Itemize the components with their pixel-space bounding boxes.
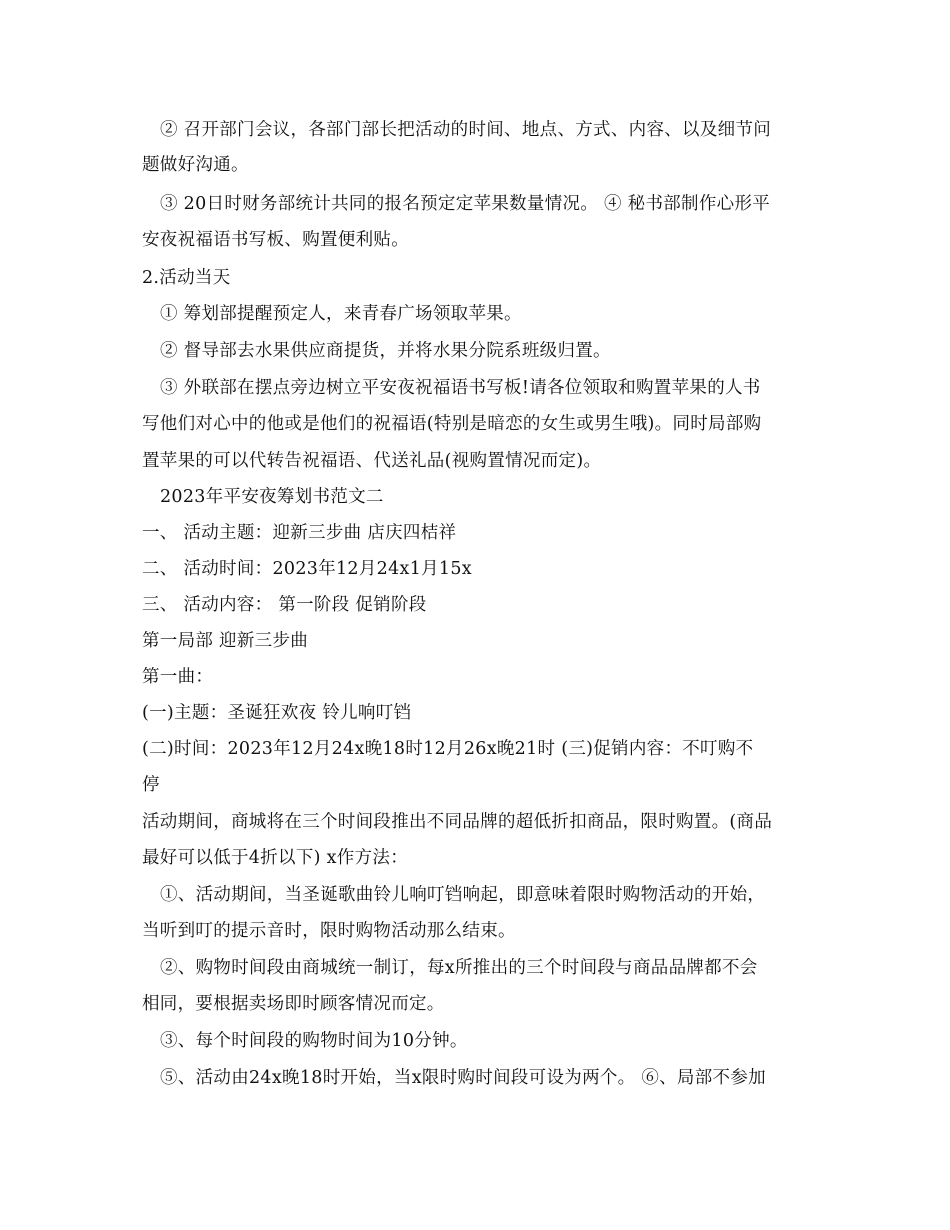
text-line: ③ 外联部在摆点旁边树立平安夜祝福语书写板!请各位领取和购置苹果的人书 bbox=[160, 378, 761, 398]
text-line: 当听到叮的提示音时，限时购物活动那么结束。 bbox=[142, 921, 516, 941]
text-line: 停 bbox=[142, 775, 160, 795]
text-line: 最好可以低于4折以下) x作方法： bbox=[142, 848, 408, 868]
text-line: 相同，要根据卖场即时顾客情况而定。 bbox=[142, 994, 445, 1014]
text-line: ②、购物时间段由商城统一制订，每x所推出的三个时间段与商品品牌都不会 bbox=[160, 958, 758, 978]
text-line: 第一局部 迎新三步曲 bbox=[142, 631, 309, 651]
document-subtitle: 2023年平安夜筹划书范文二 bbox=[160, 487, 384, 507]
text-line: 二、 活动时间：2023年12月24x1月15x bbox=[142, 559, 472, 579]
text-line: ① 筹划部提醒预定人，来青春广场领取苹果。 bbox=[160, 304, 522, 324]
text-line: ①、活动期间，当圣诞歌曲铃儿响叮铛响起，即意味着限时购物活动的开始， bbox=[160, 885, 766, 905]
text-line: 写他们对心中的他或是他们的祝福语(特别是暗恋的女生或男生哦)。同时局部购 bbox=[142, 414, 762, 434]
text-line: 活动期间，商城将在三个时间段推出不同品牌的超低折扣商品，限时购置。(商品 bbox=[142, 812, 773, 832]
text-line: 安夜祝福语书写板、购置便利贴。 bbox=[142, 230, 409, 250]
text-line: (二)时间：2023年12月24x晚18时12月26x晚21时 (三)促销内容：不叮购不 bbox=[142, 739, 754, 759]
text-line: ③、每个时间段的购物时间为10分钟。 bbox=[160, 1031, 468, 1051]
text-line: ② 召开部门会议，各部门部长把活动的时间、地点、方式、内容、以及细节问 bbox=[160, 120, 772, 140]
section-heading: 2.活动当天 bbox=[142, 268, 231, 288]
text-line: ⑤、活动由24x晚18时开始，当x限时购时间段可设为两个。 ⑥、局部不参加 bbox=[160, 1068, 766, 1088]
text-line: 第一曲： bbox=[142, 667, 214, 687]
text-line: 题做好沟通。 bbox=[142, 155, 249, 175]
text-line: (一)主题：圣诞狂欢夜 铃儿响叮铛 bbox=[142, 703, 412, 723]
text-line: 三、 活动内容： 第一阶段 促销阶段 bbox=[142, 595, 427, 615]
text-line: 一、 活动主题：迎新三步曲 店庆四桔祥 bbox=[142, 523, 457, 543]
text-line: ③ 20日时财务部统计共同的报名预定定苹果数量情况。 ④ 秘书部制作心形平 bbox=[160, 194, 771, 214]
text-line: ② 督导部去水果供应商提货，并将水果分院系班级归置。 bbox=[160, 341, 611, 361]
text-line: 置苹果的可以代转告祝福语、代送礼品(视购置情况而定)。 bbox=[142, 451, 602, 471]
